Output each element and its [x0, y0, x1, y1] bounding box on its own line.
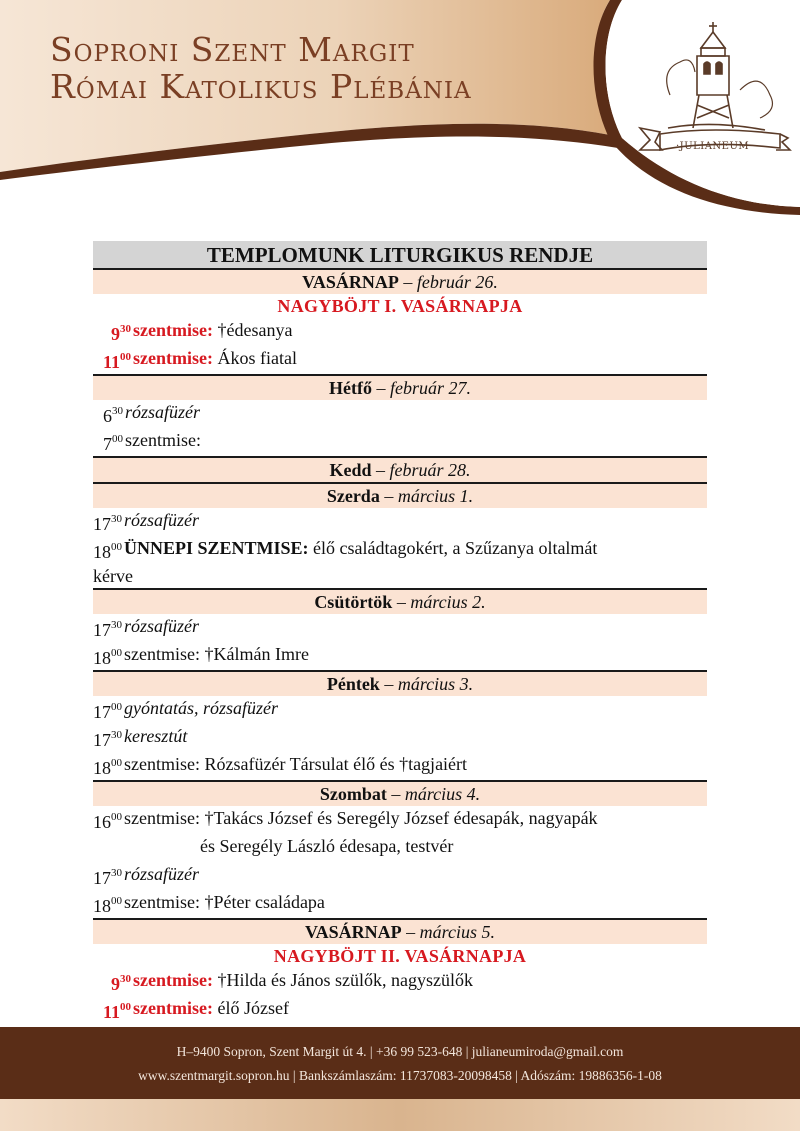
entry-continuation: és Seregély László édesapa, testvér: [200, 836, 454, 856]
entry-description: [122, 536, 707, 564]
parish-title-line-1: Soproni Szent Margit: [50, 30, 415, 69]
entry-description: [131, 968, 707, 996]
footer-bank-line: www.szentmargit.sopron.hu | Bankszámlaszám: 11737083-20098458 | Adószám: 19886356-1-08: [138, 1068, 662, 1083]
entry-text: szentmise:: [125, 430, 201, 450]
entry-time: [93, 318, 131, 346]
day-name: Szerda: [326, 486, 380, 506]
entry-text: †Hilda és János szülők, nagyszülők: [217, 970, 473, 990]
entry-hour: 7: [103, 434, 112, 454]
schedule-entry: [93, 318, 707, 346]
entry-text: rózsafüzér: [124, 864, 200, 884]
parish-title-line-2: Római Katolikus Plébánia: [50, 67, 472, 106]
entry-minute: 30: [111, 729, 122, 741]
page-footer: [0, 1027, 800, 1099]
day-date: – február 27.: [376, 378, 471, 398]
schedule-entry: [93, 642, 707, 670]
entry-hour: 9: [111, 974, 120, 994]
entry-minute: 30: [111, 867, 122, 879]
entry-minute: 30: [120, 323, 131, 335]
schedule-entry: [93, 614, 707, 642]
entry-label: szentmise:: [133, 998, 213, 1018]
schedule-heading: TEMPLOMUNK LITURGIKUS RENDJE: [93, 241, 707, 270]
entry-time: [93, 614, 122, 642]
entry-description: [131, 318, 707, 346]
schedule-entry: [93, 400, 707, 428]
entry-hour: 17: [93, 620, 111, 640]
day-header: [93, 270, 707, 294]
entry-text: rózsafüzér: [124, 616, 200, 636]
entry-text: gyóntatás, rózsafüzér: [124, 698, 279, 718]
day-header: [93, 918, 707, 944]
entry-minute: 00: [112, 433, 123, 445]
entry-hour: 18: [93, 648, 111, 668]
day-name: Hétfő: [329, 378, 372, 398]
entry-minute: 30: [111, 619, 122, 631]
entry-time: [93, 642, 122, 670]
day-header: [93, 456, 707, 482]
entry-minute: 00: [111, 811, 122, 823]
entry-text: szentmise: †Takács József és Seregély József édesapák, nagyapák: [124, 808, 598, 828]
entry-hour: 17: [93, 868, 111, 888]
entry-text: élő családtagokért, a Szűzanya oltalmát: [313, 538, 598, 558]
entry-label: szentmise:: [133, 320, 213, 340]
entry-hour: 17: [93, 514, 111, 534]
entry-hour: 11: [102, 352, 120, 372]
entry-continuation-row: [93, 834, 707, 862]
entry-time: [93, 428, 123, 456]
entry-time: [93, 536, 122, 564]
entry-time: [93, 752, 122, 780]
logo-label: ·JULIANEUM·: [676, 141, 753, 152]
day-date: – március 3.: [384, 674, 474, 694]
day-date: – március 2.: [396, 592, 486, 612]
day-header: [93, 482, 707, 508]
schedule-entry: [93, 890, 707, 918]
entry-hour: 6: [103, 406, 112, 426]
entry-minute: 00: [120, 351, 131, 363]
entry-hour: 18: [93, 542, 111, 562]
day-header: [93, 670, 707, 696]
day-name: Csütörtök: [314, 592, 393, 612]
day-header: [93, 588, 707, 614]
footer-contact-line: H–9400 Sopron, Szent Margit út 4. | +36 99 523-648 | julianeumiroda@gmail.com: [176, 1044, 624, 1059]
entry-text: rózsafüzér: [124, 510, 200, 530]
day-name: VASÁRNAP: [302, 272, 399, 292]
day-date: – március 1.: [384, 486, 474, 506]
entry-text: rózsafüzér: [125, 402, 201, 422]
entry-minute: 30: [120, 973, 131, 985]
entry-minute: 00: [120, 1001, 131, 1013]
liturgical-schedule: [93, 241, 707, 1024]
entry-time: [93, 806, 122, 834]
entry-time: [93, 968, 131, 996]
entry-hour: 17: [93, 730, 111, 750]
schedule-entry: [93, 724, 707, 752]
day-date: – március 4.: [391, 784, 481, 804]
day-name: Szombat: [319, 784, 387, 804]
schedule-entry: [93, 752, 707, 780]
entry-time: [93, 696, 122, 724]
entry-minute: 00: [111, 701, 122, 713]
entry-minute: 00: [111, 757, 122, 769]
feast-title: NAGYBÖJT I. VASÁRNAPJA: [277, 296, 523, 316]
entry-minute: 00: [111, 895, 122, 907]
entry-time: [93, 890, 122, 918]
entry-text: élő József: [217, 998, 289, 1018]
feast-title: NAGYBÖJT II. VASÁRNAPJA: [273, 946, 527, 966]
day-name: Péntek: [326, 674, 380, 694]
schedule-entry: [93, 346, 707, 374]
entry-time: [93, 346, 131, 374]
entry-text: szentmise: †Péter családapa: [124, 892, 325, 912]
entry-hour: 11: [102, 1002, 120, 1022]
day-date: – február 26.: [403, 272, 498, 292]
day-name: Kedd: [329, 460, 372, 480]
schedule-entry: [93, 806, 707, 834]
entry-continuation: kérve: [93, 566, 133, 586]
schedule-entry: [93, 996, 707, 1024]
schedule-entry: [93, 862, 707, 890]
entry-hour: 18: [93, 896, 111, 916]
entry-time: [93, 996, 131, 1024]
day-name: VASÁRNAP: [304, 922, 402, 942]
entry-hour: 17: [93, 702, 111, 722]
entry-text: †édesanya: [217, 320, 293, 340]
entry-hour: 16: [93, 812, 111, 832]
day-header: [93, 374, 707, 400]
schedule-entry: [93, 428, 707, 456]
entry-label: szentmise:: [133, 348, 213, 368]
schedule-entry: [93, 968, 707, 996]
entry-description: [131, 346, 707, 374]
entry-hour: 18: [93, 758, 111, 778]
entry-description: [131, 996, 707, 1024]
schedule-entry: [93, 508, 707, 536]
entry-text: szentmise: †Kálmán Imre: [124, 644, 309, 664]
entry-minute: 30: [111, 513, 122, 525]
entry-time: [93, 508, 122, 536]
entry-text: Ákos fiatal: [217, 348, 297, 368]
entry-minute: 00: [111, 541, 122, 553]
entry-minute: 30: [112, 405, 123, 417]
entry-text: szentmise: Rózsafüzér Társulat élő és †tagjaiért: [124, 754, 468, 774]
entry-hour: 9: [111, 324, 120, 344]
day-date: – március 5.: [406, 922, 496, 942]
bottom-decorative-band: [0, 1099, 800, 1131]
day-date: – február 28.: [376, 460, 471, 480]
entry-text: keresztút: [124, 726, 188, 746]
page-header: [0, 0, 800, 215]
entry-time: [93, 400, 123, 428]
entry-time: [93, 862, 122, 890]
schedule-entry: [93, 536, 707, 564]
entry-minute: 00: [111, 647, 122, 659]
entry-label: ÜNNEPI SZENTMISE:: [124, 538, 309, 558]
day-header: [93, 780, 707, 806]
schedule-entry: [93, 696, 707, 724]
entry-time: [93, 724, 122, 752]
entry-label: szentmise:: [133, 970, 213, 990]
